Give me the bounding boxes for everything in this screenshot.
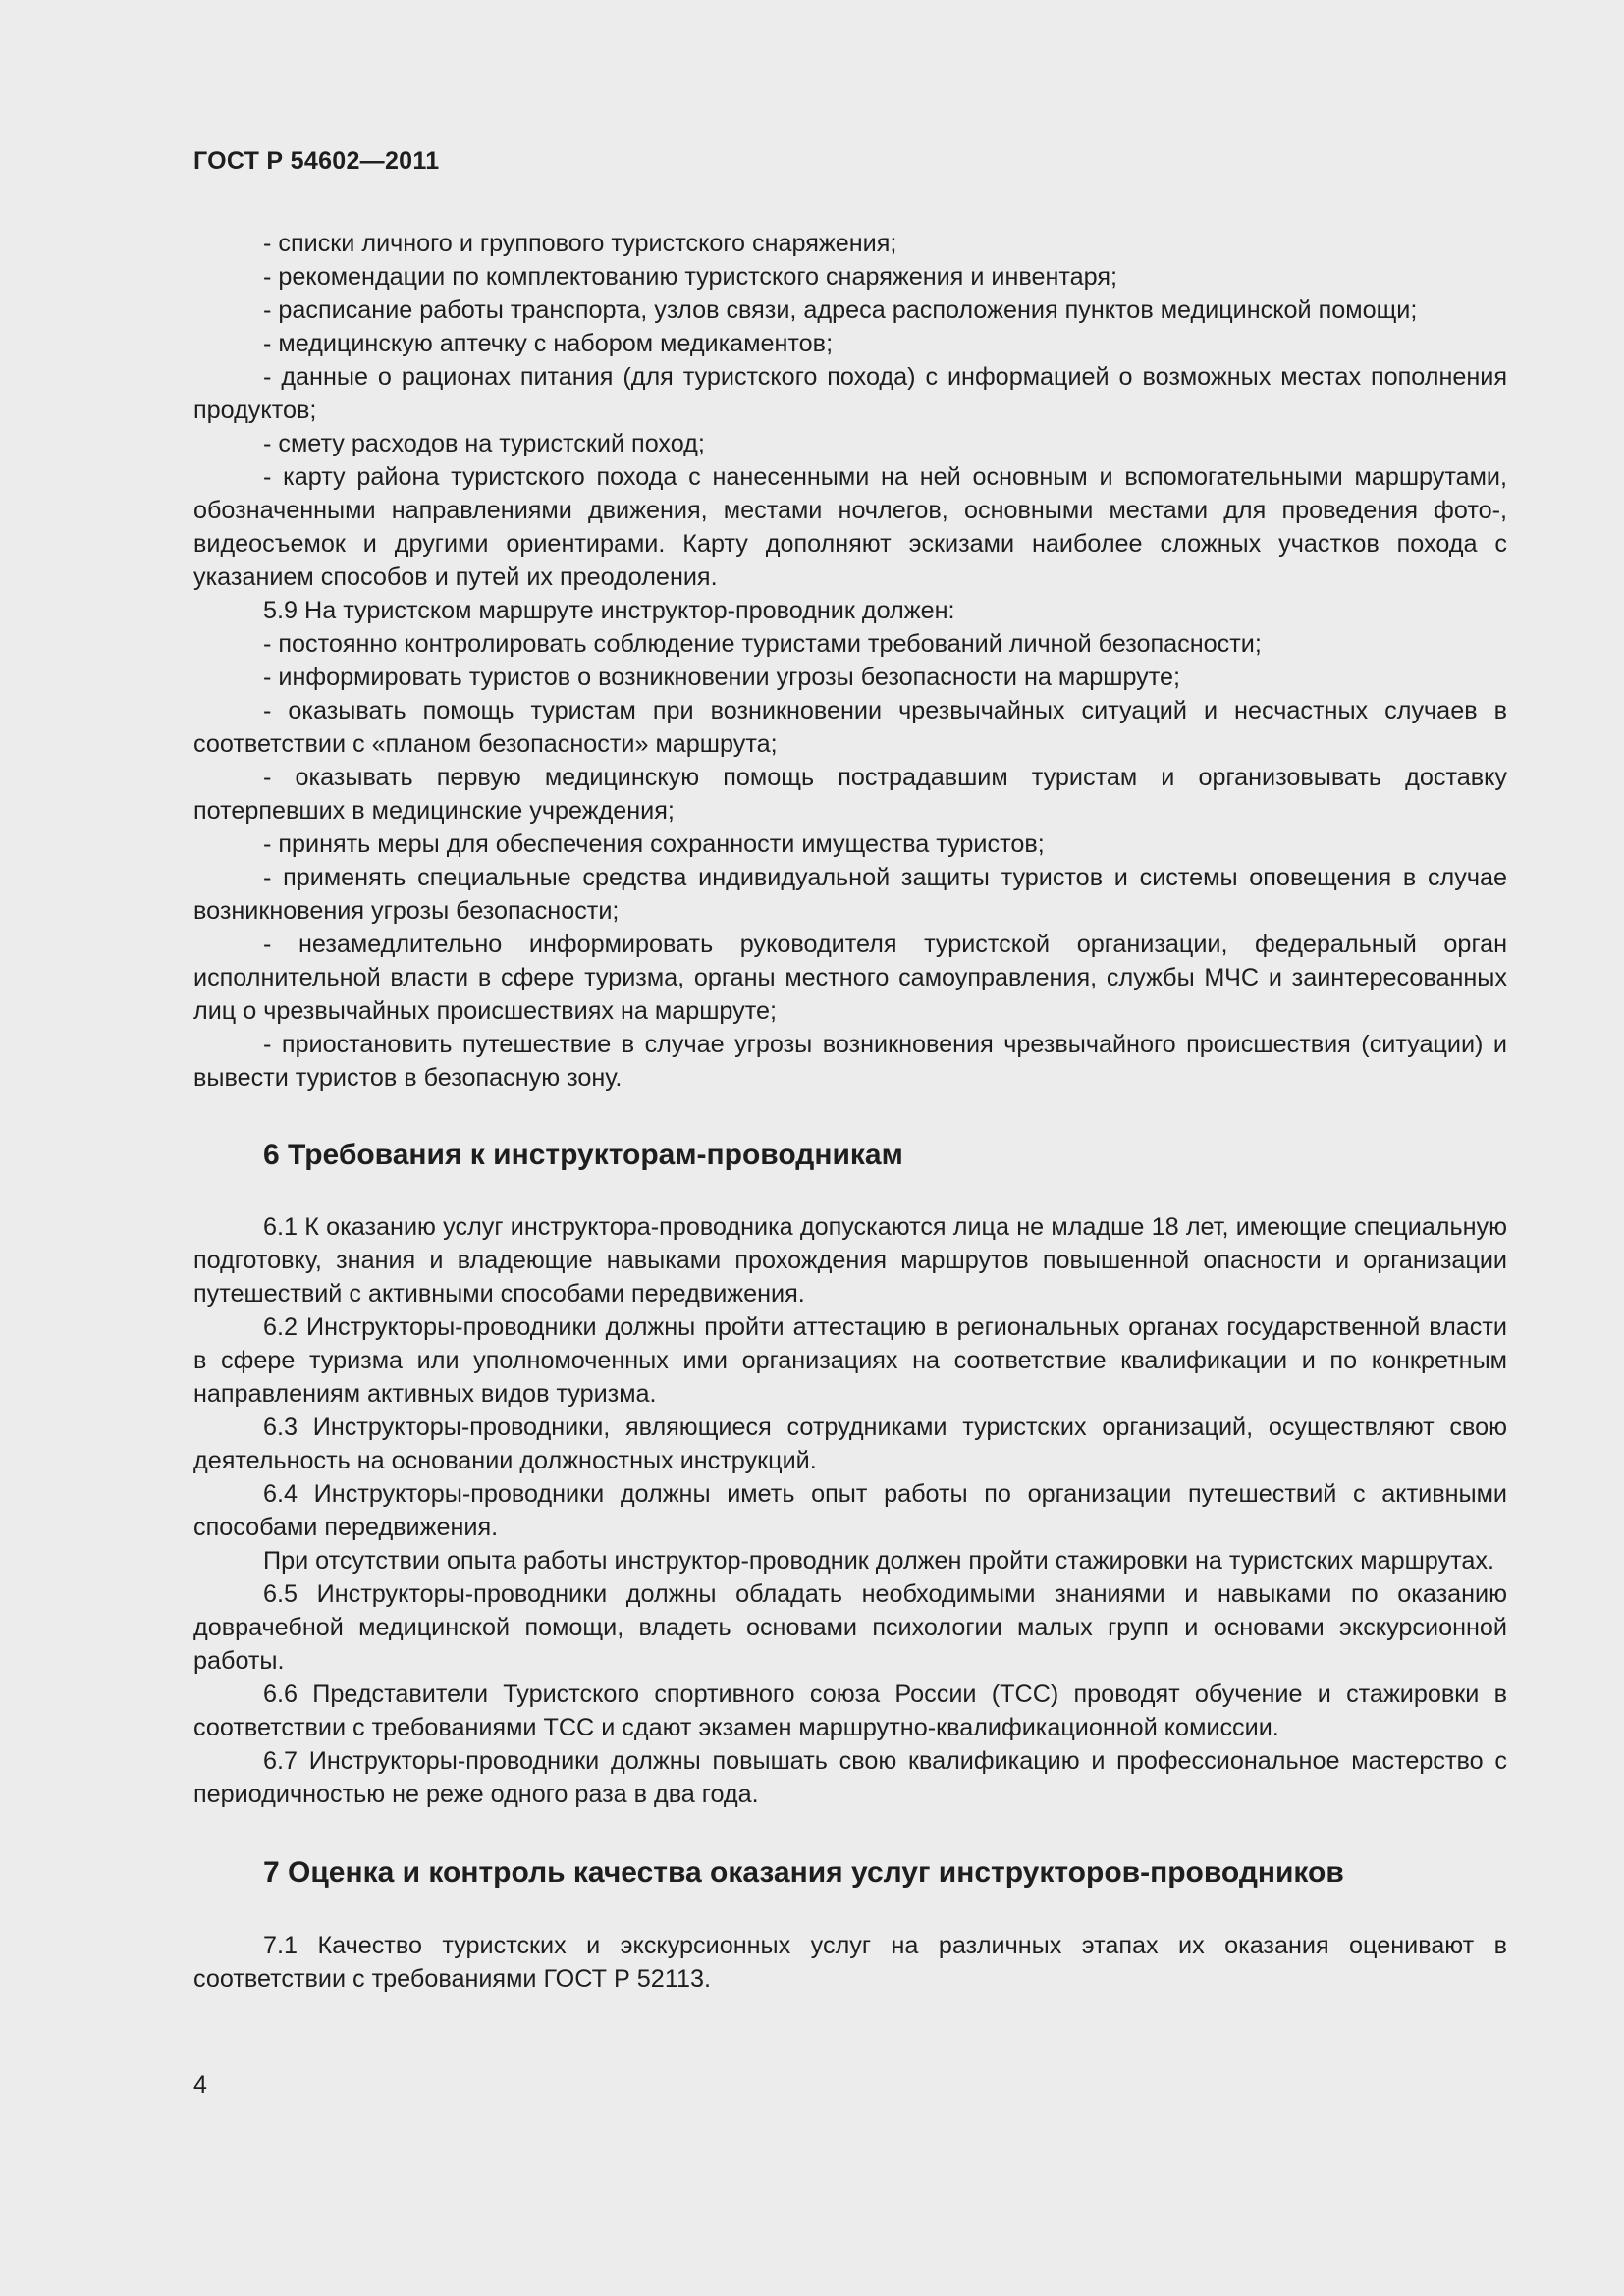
list-item: - рекомендации по комплектованию туристского снаряжения и инвентаря; bbox=[263, 263, 1118, 291]
paragraph: 6.5 Инструкторы-проводники должны обладать необходимыми знаниями и навыками по оказанию доврачебной медицинской помощи, владеть основами психологии малых групп и основами экскурсионной работы. bbox=[193, 1580, 1507, 1675]
list-item: - незамедлительно информировать руководителя туристской организации, федеральный орган исполнительной власти в сфере туризма, органы местного самоуправления, службы МЧС и заинтересованных лиц о чрезвычайных происшествиях на маршруте; bbox=[193, 931, 1507, 1025]
paragraph: 6.2 Инструкторы-проводники должны пройти аттестацию в региональных органах государственной власти в сфере туризма или уполномоченных ими организациях на соответствие квалификации и по конкретным направлениям активных видов туризма. bbox=[193, 1313, 1507, 1408]
paragraph: 6.7 Инструкторы-проводники должны повышать свою квалификацию и профессиональное мастерство с периодичностью не реже одного раза в два года. bbox=[193, 1747, 1507, 1808]
list-item: - информировать туристов о возникновении угрозы безопасности на маршруте; bbox=[263, 664, 1181, 691]
section-7-heading: 7 Оценка и контроль качества оказания услуг инструкторов-проводников bbox=[263, 1856, 1344, 1889]
paragraph: 6.3 Инструкторы-проводники, являющиеся сотрудниками туристских организаций, осуществляют свою деятельность на основании должностных инструкций. bbox=[193, 1414, 1507, 1474]
list-item: - принять меры для обеспечения сохранности имущества туристов; bbox=[263, 830, 1045, 858]
paragraph: 6.4 Инструкторы-проводники должны иметь опыт работы по организации путешествий с активными способами передвижения. bbox=[193, 1480, 1507, 1541]
list-item: - смету расходов на туристский поход; bbox=[263, 430, 705, 457]
list-item: - списки личного и группового туристского снаряжения; bbox=[263, 230, 897, 257]
paragraph: При отсутствии опыта работы инструктор-проводник должен пройти стажировки на туристских маршрутах. bbox=[263, 1547, 1494, 1575]
list-item: - карту района туристского похода с нанесенными на ней основным и вспомогательными маршрутами, обозначенными направлениями движения, местами ночлегов, основными местами для проведения фото-, видеосъемок и другими ориентирами. Карту дополняют эскизами наиболее сложных участков похода с указанием способов и путей их преодоления. bbox=[193, 463, 1507, 591]
clause-5-9-intro: 5.9 На туристском маршруте инструктор-проводник должен: bbox=[263, 597, 955, 624]
paragraph: 6.1 К оказанию услуг инструктора-проводника допускаются лица не младше 18 лет, имеющие специальную подготовку, знания и владеющие навыками прохождения маршрутов повышенной опасности и организации путешествий с активными способами передвижения. bbox=[193, 1213, 1507, 1308]
section-6-heading: 6 Требования к инструкторам-проводникам bbox=[263, 1139, 903, 1171]
page-number: 4 bbox=[193, 2071, 207, 2099]
list-item: - медицинскую аптечку с набором медикаментов; bbox=[263, 330, 834, 357]
list-item: - оказывать помощь туристам при возникновении чрезвычайных ситуаций и несчастных случаев в соответствии с «планом безопасности» маршрута; bbox=[193, 697, 1507, 758]
list-item: - оказывать первую медицинскую помощь пострадавшим туристам и организовывать доставку потерпевших в медицинские учреждения; bbox=[193, 764, 1507, 825]
paragraph: 6.6 Представители Туристского спортивного союза России (ТСС) проводят обучение и стажировки в соответствии с требованиями ТСС и сдают экзамен маршрутно-квалификационной комиссии. bbox=[193, 1681, 1507, 1741]
list-item: - данные о рационах питания (для туристского похода) с информацией о возможных местах пополнения продуктов; bbox=[193, 363, 1507, 424]
list-item: - расписание работы транспорта, узлов связи, адреса расположения пунктов медицинской помощи; bbox=[263, 296, 1418, 324]
list-item: - приостановить путешествие в случае угрозы возникновения чрезвычайного происшествия (ситуации) и вывести туристов в безопасную зону. bbox=[193, 1031, 1507, 1092]
document-body bbox=[193, 227, 1507, 1996]
paragraph: 7.1 Качество туристских и экскурсионных услуг на различных этапах их оказания оценивают в соответствии с требованиями ГОСТ Р 52113. bbox=[193, 1932, 1507, 1993]
document-header: ГОСТ Р 54602—2011 bbox=[193, 147, 440, 175]
list-item: - применять специальные средства индивидуальной защиты туристов и системы оповещения в случае возникновения угрозы безопасности; bbox=[193, 864, 1507, 925]
list-item: - постоянно контролировать соблюдение туристами требований личной безопасности; bbox=[263, 630, 1262, 658]
